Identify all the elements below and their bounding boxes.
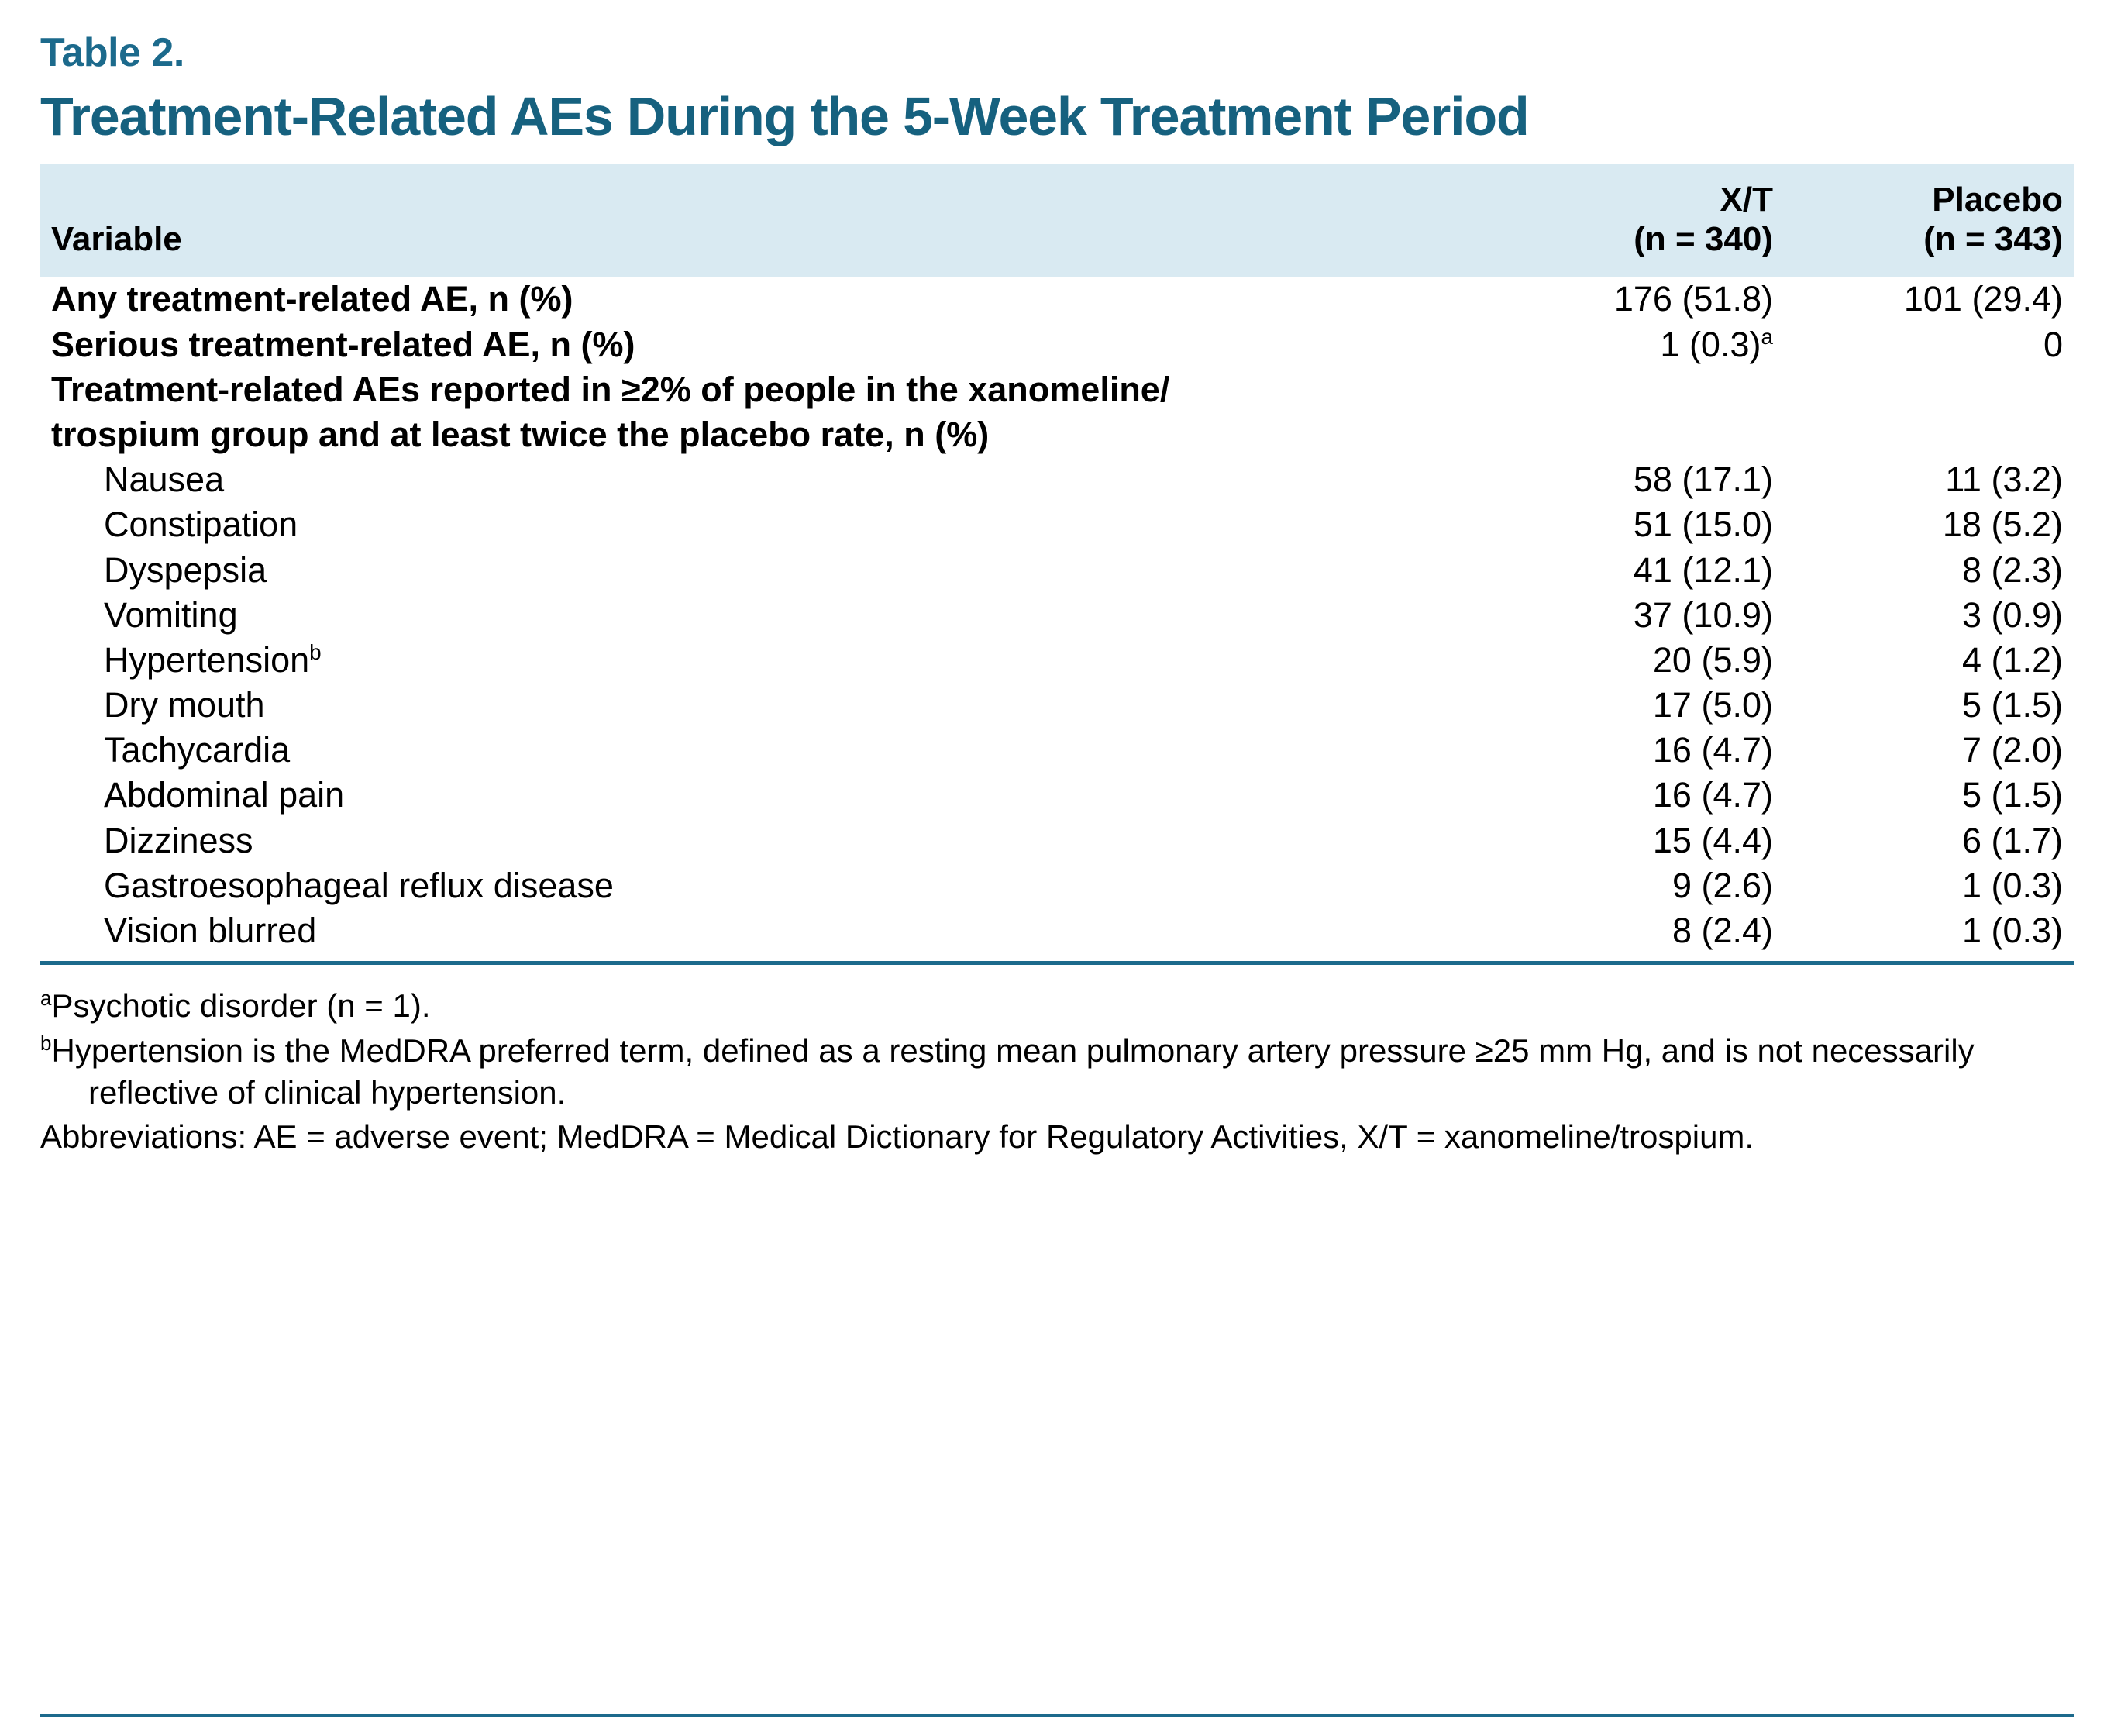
table-row (40, 728, 2074, 773)
table-title: Treatment-Related AEs During the 5-Week Treatment Period (40, 86, 1529, 147)
footnote-item (40, 1030, 2074, 1114)
row-label: Dry mouth (104, 685, 265, 725)
table-row (40, 863, 2074, 908)
cell-xt: 176 (51.8) (1613, 279, 1773, 319)
cell-placebo (1784, 412, 2074, 457)
cell-placebo: 101 (29.4) (1903, 279, 2063, 319)
cell-xt: 20 (5.9) (1652, 639, 1773, 680)
footnote-text: Hypertension is the MedDRA preferred term, defined as a resting mean pulmonary artery pressure ≥25 mm Hg, and is not necessarily reflective of clinical hypertension. (51, 1032, 1975, 1111)
cell-placebo: 3 (0.9) (1961, 594, 2063, 635)
cell-xt: 58 (17.1) (1633, 460, 1773, 500)
cell-xt: 37 (10.9) (1633, 594, 1773, 635)
cell-placebo: 1 (0.3) (1961, 911, 2063, 951)
table-row (40, 412, 2074, 457)
cell-xt: 51 (15.0) (1633, 505, 1773, 545)
cell-xt (1489, 412, 1784, 457)
table-bottom-rule (40, 961, 2074, 965)
cell-placebo (1784, 367, 2074, 412)
row-label: Any treatment-related AE, n (%) (51, 279, 573, 319)
row-label: Hypertension$^b$ (104, 639, 322, 680)
table-row (40, 322, 2074, 367)
cell-placebo: 18 (5.2) (1942, 505, 2063, 545)
cell-placebo: 1 (0.3) (1961, 865, 2063, 905)
footnote-item (40, 985, 2074, 1027)
column-header-xt-line1: X/T (1720, 180, 1773, 219)
footnote-text: Abbreviations: AE = adverse event; MedDRA = Medical Dictionary for Regulatory Activities, X/T = xanomeline/trospium. (40, 1118, 1754, 1156)
table-row (40, 683, 2074, 728)
cell-xt: 15 (4.4) (1652, 820, 1773, 860)
cell-placebo: 5 (1.5) (1961, 775, 2063, 815)
column-header-xt-line2: (n = 340) (1634, 220, 1773, 259)
row-label: Dizziness (104, 820, 253, 860)
footnote-marker: b (309, 639, 322, 664)
table-row (40, 773, 2074, 818)
cell-xt: 41 (12.1) (1633, 549, 1773, 590)
cell-xt: 1 $(0.3)^a$ (1660, 324, 1773, 364)
footnote-item (40, 1116, 2074, 1158)
table-row (40, 367, 2074, 412)
column-header-xt (1489, 164, 1784, 277)
row-label: Dyspepsia (104, 549, 267, 590)
table-label: Table 2. (40, 30, 184, 75)
table-row (40, 277, 2074, 322)
cell-placebo: 11 (3.2) (1945, 460, 2063, 500)
adverse-events-table (40, 164, 2074, 954)
cell-placebo: 5 (1.5) (1961, 685, 2063, 725)
table-header (40, 164, 2074, 277)
cell-placebo: 0 (2043, 324, 2063, 364)
table-row (40, 457, 2074, 502)
column-header-placebo (1784, 164, 2074, 277)
cell-xt: 8 (2.4) (1672, 911, 1773, 951)
row-label: Vomiting (104, 594, 238, 635)
footnotes (40, 985, 2074, 1158)
cell-xt (1489, 367, 1784, 412)
row-label: Constipation (104, 505, 298, 545)
row-label: Tachycardia (104, 730, 291, 770)
cell-xt: 9 (2.6) (1672, 865, 1773, 905)
footnote-text: Psychotic disorder (n = 1). (51, 987, 431, 1025)
cell-placebo: 7 (2.0) (1961, 730, 2063, 770)
row-label: Treatment-related AEs reported in ≥2% of people in the xanomeline/ (51, 369, 1170, 409)
cell-placebo: 4 (1.2) (1961, 639, 2063, 680)
row-label: trospium group and at least twice the placebo rate, n (%) (51, 414, 990, 454)
table-row (40, 502, 2074, 547)
cell-xt: 16 (4.7) (1652, 775, 1773, 815)
table-row (40, 818, 2074, 863)
footnote-marker: a (1761, 324, 1773, 349)
row-label: Gastroesophageal reflux disease (104, 865, 614, 905)
table-row (40, 908, 2074, 953)
row-label: Nausea (104, 460, 225, 500)
row-label: Vision blurred (104, 911, 317, 951)
table-row (40, 593, 2074, 638)
figure-closing-rule (40, 1714, 2074, 1717)
row-label: Abdominal pain (104, 775, 345, 815)
row-label: Serious treatment-related AE, n (%) (51, 324, 635, 364)
column-header-variable: Variable (51, 220, 182, 259)
column-header-placebo-line1: Placebo (1932, 180, 2063, 219)
cell-placebo: 8 (2.3) (1961, 549, 2063, 590)
table-row (40, 638, 2074, 683)
cell-xt: 17 (5.0) (1652, 685, 1773, 725)
column-header-placebo-line2: (n = 343) (1923, 220, 2063, 259)
table-body (40, 277, 2074, 953)
cell-xt: 16 (4.7) (1652, 730, 1773, 770)
footnote-marker: b (40, 1031, 52, 1055)
cell-placebo: 6 (1.7) (1961, 820, 2063, 860)
footnote-marker: a (40, 987, 52, 1011)
table-row (40, 548, 2074, 593)
